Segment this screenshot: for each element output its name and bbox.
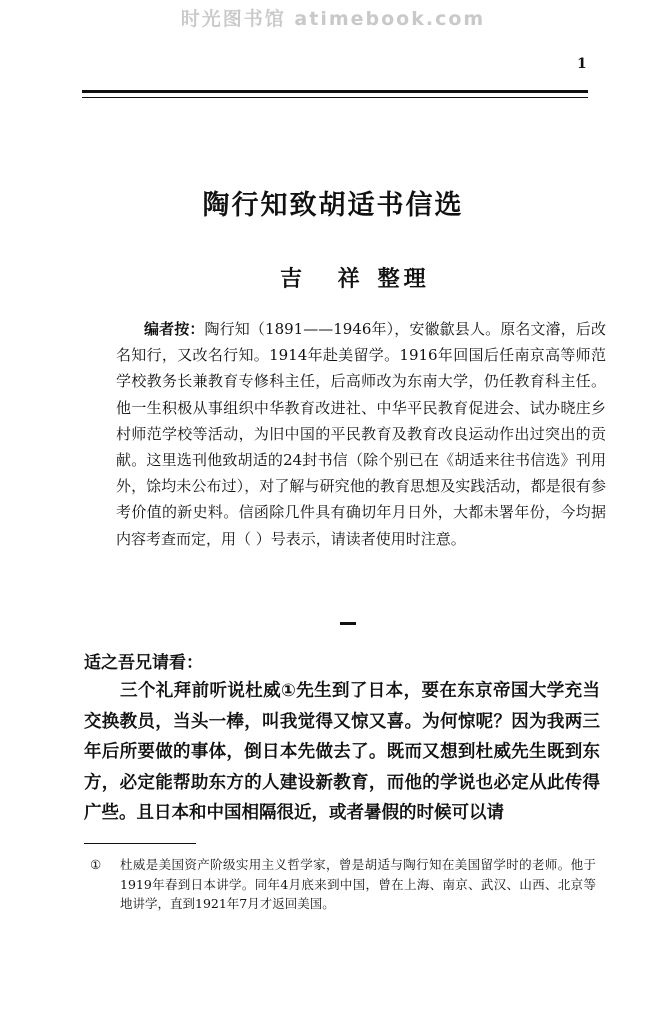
article-title: 陶行知致胡适书信选 (202, 190, 464, 221)
section-number-one (340, 622, 356, 625)
editor-note-paragraph (116, 316, 606, 552)
footnote-rule (84, 843, 196, 844)
letter-salutation: 适之吾兄请看： (84, 653, 203, 673)
article-byline (280, 262, 430, 293)
page-number: 1 (577, 56, 587, 72)
header-rule-thick (82, 90, 588, 93)
watermark: 时光图书馆 atimebook.com (180, 8, 486, 30)
footnote-marker: ① (90, 857, 102, 872)
editor-note (116, 316, 606, 552)
letter-paragraph: 三个礼拜前听说杜威①先生到了日本，要在东京帝国大学充当交换教员，当头一棒，叫我觉得又惊又喜。为何惊呢？因为我两三年后所要做的事体，倒日本先做去了。既而又想到杜威先生既到东方，必定能帮助东方的人建设新教育，而他的学说也必定从此传得广些。且日本和中国相隔很近，或者暑假的时候可以请 (84, 681, 600, 824)
author-name: 吉 祥 (280, 267, 374, 292)
footnote-text: 杜威是美国资产阶级实用主义哲学家，曾是胡适与陶行知在美国留学时的老师。他于1919年春到日本讲学。同年4月底来到中国，曾在上海、南京、武汉、山西、北京等地讲学，直到1921年7月才返回美国。 (120, 857, 596, 911)
author-role: 整理 (377, 267, 430, 292)
letter-body (84, 676, 600, 829)
footnote (90, 855, 596, 914)
editor-note-label: 编者按： (144, 320, 205, 338)
header-rule-thin (82, 97, 588, 98)
editor-note-text: 陶行知（1891——1946年），安徽歙县人。原名文濬，后改名知行，又改名行知。1914年赴美留学。1916年回国后任南京高等师范学校教务长兼教育专修科主任，后高师改为东南大学，仍任教育科主任。他一生积极从事组织中华教育改进社、中华平民教育促进会、试办晓庄乡村师范学校等活动，为旧中国的平民教育及教育改良运动作出过突出的贡献。这里选刊他致胡适的24封书信（除个别已在《胡适来往书信选》刊用外，馀均未公布过），对了解与研究他的教育思想及实践活动，都是很有参考价值的新史料。信函除几件具有确切年月日外，大都未署年份，今均据内容考查而定，用（ ）号表示，请读者使用时注意。 (116, 320, 606, 548)
